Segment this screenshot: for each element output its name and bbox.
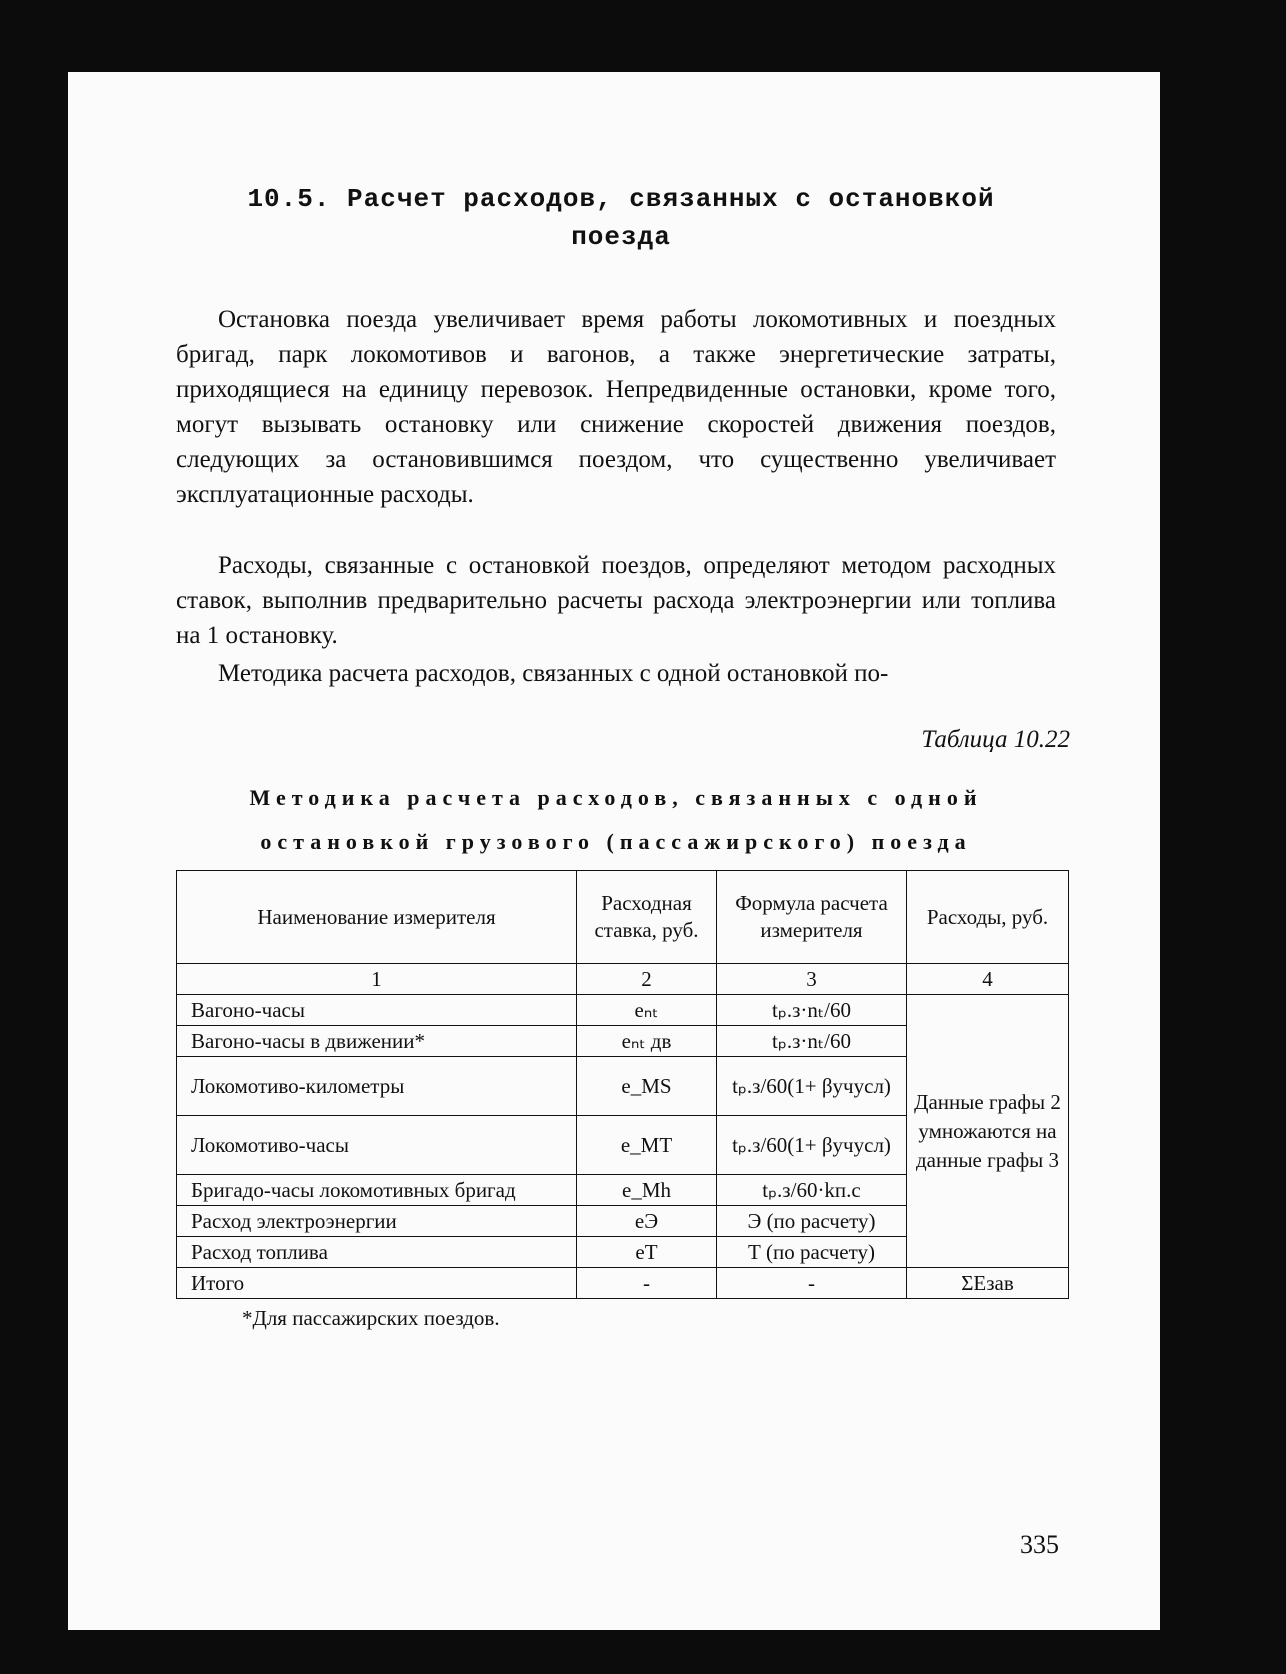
formula: Т (по расчету) [717,1237,907,1268]
header-costs: Расходы, руб. [907,871,1069,964]
measure-name: Расход электроэнергии [177,1206,577,1237]
table-title-line-1: Методика расчета расходов, связанных с одной [249,785,983,810]
formula: tₚ.з·nₜ/60 [717,1026,907,1057]
paragraph-3: Методика расчета расходов, связанных с одной остановкой по- [218,660,889,687]
cost-rate: eТ [577,1237,717,1268]
cost-rate: e_MS [577,1057,717,1116]
measure-name: Расход топлива [177,1237,577,1268]
table-caption: Таблица 10.22 [921,726,1070,753]
measure-name: Локомотиво-километры [177,1057,577,1116]
column-number: 1 [177,964,577,995]
cost-rate: e_MT [577,1116,717,1175]
formula: tₚ.з/60(1+ βучусл) [717,1116,907,1175]
header-formula: Формула расчета измерителя [717,871,907,964]
scan-border-right [1160,0,1286,1674]
merged-costs-note: Данные графы 2 умножаются на данные графы 3 [907,995,1069,1268]
scan-border-top [0,0,1286,72]
footnote: *Для пассажирских поездов. [242,1306,500,1330]
formula: Э (по расчету) [717,1206,907,1237]
table-total-row [177,1268,1069,1299]
total-cost: ΣEзав [907,1268,1069,1299]
column-number: 4 [907,964,1069,995]
table-title-line-2: остановкой грузового (пассажирского) поезда [260,829,972,854]
table-title [176,776,1056,864]
formula: tₚ.з/60(1+ βучусл) [717,1057,907,1116]
total-formula: - [717,1268,907,1299]
scan-border-bottom [0,1630,1286,1674]
total-label: Итого [177,1268,577,1299]
header-measure-name: Наименование измерителя [177,871,577,964]
cost-rate: eₙₜ дв [577,1026,717,1057]
measure-name: Бригадо-часы локомотивных бригад [177,1175,577,1206]
column-number: 2 [577,964,717,995]
formula: tₚ.з/60·kп.с [717,1175,907,1206]
measure-name: Вагоно-часы в движении* [177,1026,577,1057]
column-number: 3 [717,964,907,995]
formula: tₚ.з·nₜ/60 [717,995,907,1026]
header-cost-rate: Расходная ставка, руб. [577,871,717,964]
scan-border-left [0,0,68,1674]
table-column-numbers [177,964,1069,995]
page-number: 335 [1020,1530,1059,1559]
table-row [177,995,1069,1026]
cost-rate: eЭ [577,1206,717,1237]
measures-table [176,870,1069,1299]
measure-name: Вагоно-часы [177,995,577,1026]
section-heading [192,180,1050,256]
measure-name: Локомотиво-часы [177,1116,577,1175]
cost-rate: eₙₜ [577,995,717,1026]
paragraph-1: Остановка поезда увеличивает время работы локомотивных и поездных бригад, парк локомотивов и вагонов, а также энергетические затраты, приходящиеся на единицу перевозок. Непредвиденные остановки, кроме того, могут вызывать остановку или снижение скоростей движения поездов, следующих за остановившимся поездом, что существенно увеличивает эксплуатационные расходы. [176,306,1056,508]
section-heading-line-2: поезда [571,222,671,252]
section-heading-line-1: 10.5. Расчет расходов, связанных с остановкой [247,184,995,214]
total-rate: - [577,1268,717,1299]
cost-rate: e_Mh [577,1175,717,1206]
table-header-row [177,871,1069,964]
paragraph-2: Расходы, связанные с остановкой поездов, определяют методом расходных ставок, выполнив предварительно расчеты расхода электроэнергии или топлива на 1 остановку. [176,552,1056,649]
